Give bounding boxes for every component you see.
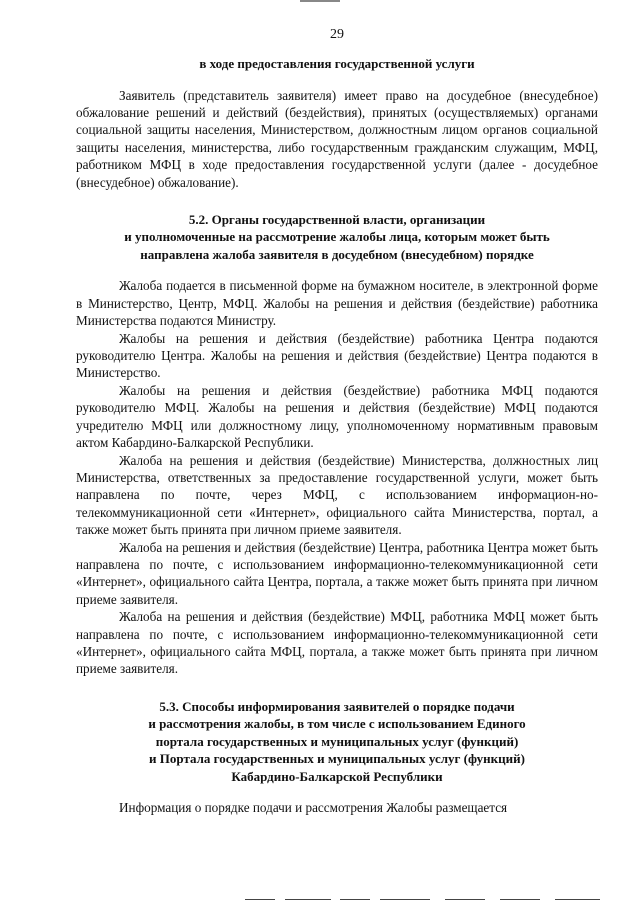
heading-line: Кабардино-Балкарской Республики [231, 768, 443, 784]
heading-line: портала государственных и муниципальных услуг (функций) [155, 733, 519, 749]
paragraph: Заявитель (представитель заявителя) имеет право на досудебное (внесудебное) обжалование решений и действий (бездействия), принятых (осуществляемых) органами социальной защиты населения, Министерством, должностным лицом органов социальной защиты населения, министерства, либо государственным гражданским служащим, МФЦ, работником МФЦ в ходе предоставления государственной услуги (далее - досудебное (внесудебное) обжалование). [76, 87, 598, 190]
section-intro-heading: в ходе предоставления государственной услуги [199, 56, 475, 71]
heading-line: и Портала государственных и муниципальных услуг (функций) [149, 751, 525, 767]
paragraph: Жалоба на решения и действия (бездействие) Министерства, должностных лиц Министерства, ответственных за предоставление государственной услуги, может быть направлена по почте, через МФЦ, с использованием информацион-но-телекоммуникационной сети «Интернет», официального сайта Министерства, портал, а также может быть принята при личном приеме заявителя. [76, 452, 598, 538]
heading-line: направлена жалоба заявителя в досудебном (внесудебном) порядке [140, 246, 534, 262]
heading-line: и рассмотрения жалобы, в том числе с использованием Единого [148, 716, 526, 732]
page-number: 29 [330, 27, 344, 42]
section-5-2-heading [76, 211, 598, 264]
paragraph: Жалобы на решения и действия (бездействие) работника Центра подаются руководителю Центра. Жалобы на решения и действия (бездействие) Центра подаются в Министерство. [76, 330, 598, 381]
paragraph: Жалоба подается в письменной форме на бумажном носителе, в электронной форме в Министерство, Центр, МФЦ. Жалобы на решения и действия (бездействие) работника Министерства подаются Министру. [76, 278, 598, 329]
scan-mark-top [300, 0, 340, 2]
heading-line: 5.2. Органы государственной власти, организации [188, 211, 486, 227]
section-5-3-heading [76, 698, 598, 786]
paragraph: Информация о порядке подачи и рассмотрения Жалобы размещается [119, 800, 508, 816]
scan-marks-bottom [245, 899, 605, 901]
heading-line: и уполномоченные на рассмотрение жалобы лица, которым может быть [124, 229, 550, 245]
document-page [76, 26, 598, 817]
paragraph: Жалоба на решения и действия (бездействие) Центра, работника Центра может быть направлена по почте, с использованием информационно-телекоммуникационной сети «Интернет», официального сайта Центра, портала, а также может быть принята при личном приеме заявителя. [76, 539, 598, 607]
paragraph: Жалобы на решения и действия (бездействие) работника МФЦ подаются руководителю МФЦ. Жалобы на решения и действия (бездействие) МФЦ подаются учредителю МФЦ или должностному лицу, уполномоченному нормативным правовым актом Кабардино-Балкарской Республики. [76, 382, 598, 451]
paragraph: Жалоба на решения и действия (бездействие) МФЦ, работника МФЦ может быть направлена по почте, с использованием информационно-телекоммуникационной сети «Интернет», официального сайта МФЦ, портала, а также может быть принята при личном приеме заявителя. [76, 609, 598, 677]
heading-line: 5.3. Способы информирования заявителей о порядке подачи [159, 698, 515, 714]
